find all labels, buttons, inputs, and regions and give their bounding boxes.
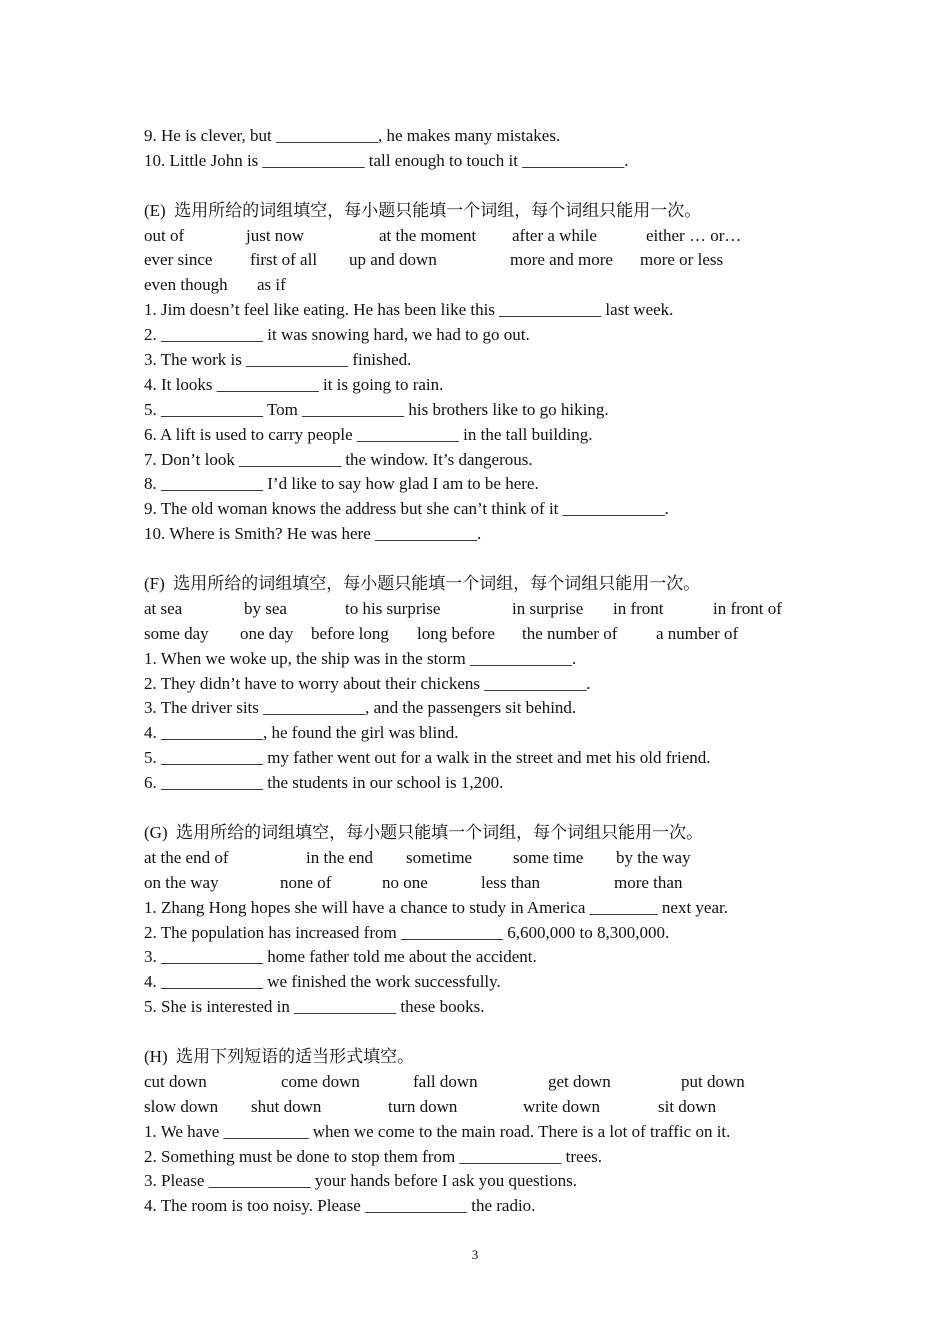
option-phrase: none of (280, 872, 332, 892)
option-phrase: as if (257, 275, 286, 295)
question-line: 2. They didn’t have to worry about their chickens ____________. (144, 673, 591, 693)
option-phrase: some day (144, 623, 209, 643)
question-line: 10. Little John is ____________ tall enough to touch it ____________. (144, 150, 629, 170)
question-line: 2. ____________ it was snowing hard, we had to go out. (144, 325, 530, 345)
section-heading-g: (G) 选用所给的词组填空，每小题只能填一个词组，每个词组只能用一次。 (144, 822, 704, 842)
option-phrase: in front of (713, 598, 782, 618)
option-phrase: on the way (144, 872, 219, 892)
option-phrase: the number of (522, 623, 618, 643)
option-phrase: by sea (244, 598, 287, 618)
option-phrase: in the end (306, 847, 374, 867)
option-phrase: more than (614, 872, 683, 892)
worksheet-content (144, 124, 844, 1219)
option-phrase: at the end of (144, 847, 229, 867)
option-phrase: up and down (349, 250, 437, 270)
page-number: 3 (471, 1247, 479, 1262)
question-line: 8. ____________ I’d like to say how glad I am to be here. (144, 474, 539, 494)
option-phrase: get down (548, 1071, 611, 1091)
section-heading-e: (E) 选用所给的词组填空，每小题只能填一个词组，每个词组只能用一次。 (144, 200, 702, 220)
question-line: 3. ____________ home father told me about the accident. (144, 947, 537, 967)
question-line: 9. He is clever, but ____________, he makes many mistakes. (144, 126, 561, 145)
question-line: 5. She is interested in ____________ these books. (144, 997, 485, 1017)
option-phrase: to his surprise (345, 598, 441, 618)
option-phrase: put down (681, 1071, 745, 1091)
option-phrase: less than (481, 872, 541, 892)
option-phrase: more or less (640, 250, 724, 270)
option-row (144, 846, 844, 871)
question-line: 7. Don’t look ____________ the window. It’s dangerous. (144, 449, 533, 469)
question-line: 1. Jim doesn’t feel like eating. He has been like this ____________ last week. (144, 300, 674, 320)
option-phrase: at the moment (379, 225, 477, 245)
question-line: 1. Zhang Hong hopes she will have a chance to study in America ________ next year. (144, 897, 728, 917)
option-phrase: turn down (388, 1096, 458, 1116)
question-line: 10. Where is Smith? He was here ____________. (144, 524, 482, 544)
option-phrase: no one (382, 872, 428, 892)
option-phrase: come down (281, 1071, 360, 1091)
option-phrase: more and more (510, 250, 613, 270)
option-phrase: by the way (616, 847, 691, 867)
section-heading-h: (H) 选用下列短语的适当形式填空。 (144, 1046, 415, 1066)
option-phrase: first of all (250, 250, 318, 270)
option-phrase: shut down (251, 1096, 322, 1116)
option-phrase: out of (144, 225, 185, 245)
option-phrase: fall down (413, 1071, 478, 1091)
question-line: 4. The room is too noisy. Please ____________ the radio. (144, 1196, 536, 1216)
option-row (144, 1095, 844, 1120)
option-phrase: after a while (512, 225, 597, 245)
option-row (144, 273, 844, 298)
question-line: 6. A lift is used to carry people ____________ in the tall building. (144, 424, 593, 444)
question-line: 3. The driver sits ____________, and the passengers sit behind. (144, 698, 577, 718)
option-row (144, 248, 844, 273)
question-line: 6. ____________ the students in our school is 1,200. (144, 773, 504, 793)
question-line: 5. ____________ Tom ____________ his brothers like to go hiking. (144, 399, 609, 419)
section-heading-f: (F) 选用所给的词组填空，每小题只能填一个词组，每个词组只能用一次。 (144, 574, 701, 594)
question-line: 1. We have __________ when we come to the main road. There is a lot of traffic on it. (144, 1121, 731, 1141)
question-line: 1. When we woke up, the ship was in the storm ____________. (144, 648, 577, 668)
option-phrase: long before (417, 623, 495, 643)
option-phrase: cut down (144, 1071, 207, 1091)
question-line: 4. ____________ we finished the work successfully. (144, 972, 501, 992)
option-row (144, 224, 844, 249)
option-phrase: a number of (656, 623, 739, 643)
option-phrase: before long (311, 623, 389, 643)
option-phrase: ever since (144, 250, 213, 270)
option-phrase: at sea (144, 598, 183, 618)
question-line: 2. The population has increased from ____________ 6,600,000 to 8,300,000. (144, 922, 670, 942)
option-phrase: some time (513, 847, 584, 867)
question-line: 5. ____________ my father went out for a walk in the street and met his old friend. (144, 748, 711, 768)
option-row (144, 871, 844, 896)
option-row (144, 597, 844, 622)
question-line: 9. The old woman knows the address but she can’t think of it ____________. (144, 499, 669, 519)
question-line: 3. Please ____________ your hands before I ask you questions. (144, 1171, 577, 1191)
question-line: 4. It looks ____________ it is going to rain. (144, 374, 444, 394)
option-phrase: just now (246, 225, 305, 245)
question-line: 4. ____________, he found the girl was blind. (144, 723, 459, 743)
option-phrase: in surprise (512, 598, 584, 618)
option-phrase: even though (144, 275, 228, 295)
option-phrase: write down (523, 1096, 600, 1116)
option-row (144, 1070, 844, 1095)
option-phrase: sometime (406, 847, 473, 867)
option-phrase: one day (240, 623, 294, 643)
option-phrase: sit down (658, 1096, 717, 1116)
option-row (144, 622, 844, 647)
question-line: 3. The work is ____________ finished. (144, 350, 412, 370)
option-phrase: either … or… (646, 225, 742, 245)
option-phrase: slow down (144, 1096, 219, 1116)
question-line: 2. Something must be done to stop them from ____________ trees. (144, 1146, 603, 1166)
option-phrase: in front (613, 598, 664, 618)
